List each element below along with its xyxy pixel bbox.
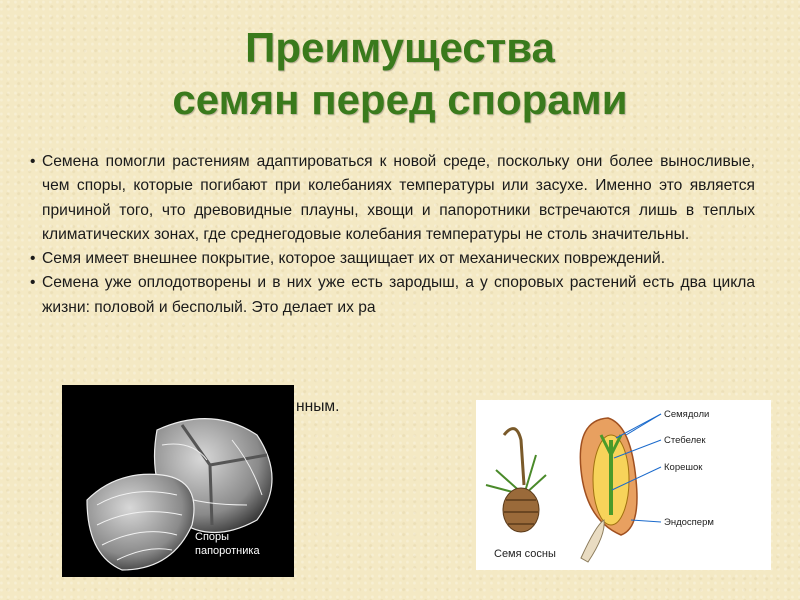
label-stem: Стебелек — [664, 435, 706, 446]
bullet-text: Семена помогли растениям адаптироваться к новой среде, поскольку они более выносливые, чем споры, которые погибают при колебаниях температуры или засухе. Именно это является причиной того, что древовидные плауны, хвощи и папоротники встречаются лишь в теплых климатических зонах, где среднегодовые колебания температуры не столь значительны. — [42, 153, 755, 243]
bullet-text: Семена уже оплодотворены и в них уже есть зародыш, а у споровых растений есть два цикла жизни: половой и бесполый. Это делает их ра — [42, 274, 755, 316]
bullet-text-tail: нным. — [296, 398, 340, 415]
spore-caption: Споры папоротника — [195, 531, 260, 557]
label-cotyledons: Семядоли — [664, 409, 710, 420]
bullet-text: Семя имеет внешнее покрытие, которое защищает их от механических повреждений. — [42, 250, 666, 268]
bullet-item: • Семя имеет внешнее покрытие, которое защищает их от механических повреждений. — [30, 250, 666, 268]
label-root: Корешок — [664, 462, 703, 473]
fern-spores-photo — [62, 385, 294, 577]
bullet-list — [30, 150, 755, 320]
title-line-2: семян перед спорами — [172, 76, 628, 123]
seed-caption: Семя сосны — [494, 548, 556, 560]
slide-title — [0, 22, 800, 126]
pine-seed-diagram — [476, 400, 771, 570]
title-line-1: Преимущества — [245, 24, 555, 71]
bullet-item: • Семена помогли растениям адаптироваться к новой среде, поскольку они более выносливые, чем споры, которые погибают при колебаниях температуры или засухе. Именно это является причиной того, что древовидные плауны, хвощи и папоротники встречаются лишь в теплых климатических зонах, где среднегодовые колебания температуры не столь значительны. — [30, 153, 755, 243]
label-endosperm: Эндосперм — [664, 517, 714, 528]
bullet-item: • Семена уже оплодотворены и в них уже есть зародыш, а у споровых растений есть два цикла жизни: половой и бесполый. Это делает их ра — [30, 274, 755, 316]
seed-illustration — [476, 400, 771, 570]
